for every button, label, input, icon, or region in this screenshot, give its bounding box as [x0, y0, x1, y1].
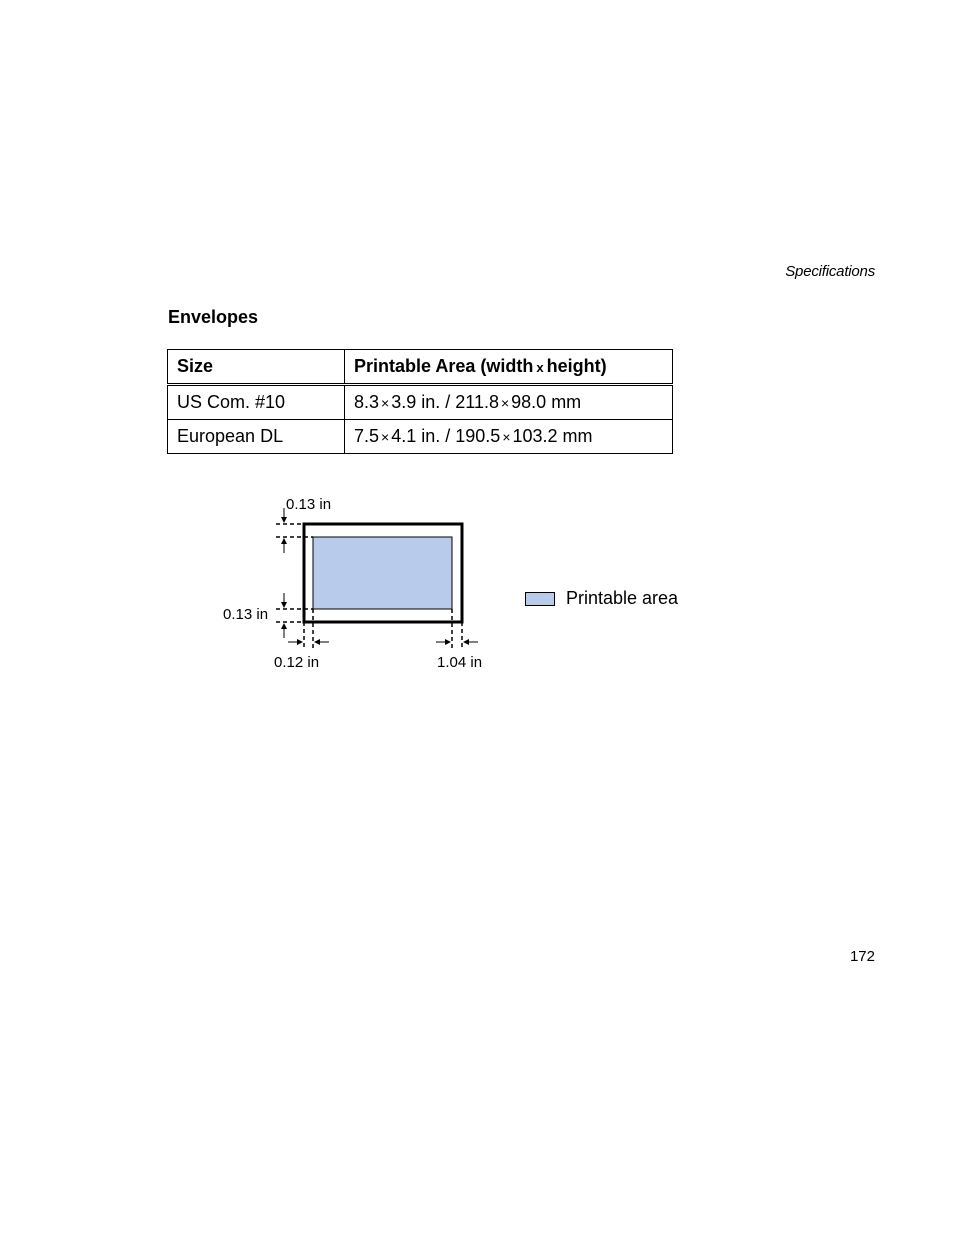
right-arrow-left-head: [463, 639, 469, 645]
table-header-row: [168, 350, 673, 385]
top-arrow-up-head: [281, 538, 287, 544]
envelope-spec-table: [167, 349, 673, 454]
left-arrow-right-head: [297, 639, 303, 645]
top-arrow-down-head: [281, 517, 287, 523]
row-size: US Com. #10: [168, 385, 345, 420]
times-symbol: ×: [500, 395, 510, 411]
column-header-area-x: x: [536, 360, 544, 375]
times-symbol: ×: [381, 395, 390, 411]
section-title: Envelopes: [168, 307, 259, 327]
running-head: Specifications: [785, 263, 875, 280]
row-printable-area: [345, 420, 673, 454]
row-height-in: 3.9 in. / 211.8: [391, 392, 499, 412]
left-arrow-left-head: [314, 639, 320, 645]
row-printable-area: [345, 385, 673, 420]
column-header-printable-area: [345, 350, 673, 385]
page-number: 172: [849, 948, 875, 965]
legend-swatch: [525, 592, 555, 606]
left-margin-label: 0.12 in: [274, 654, 320, 671]
row-height-in: 4.1 in. / 190.5: [391, 426, 501, 446]
legend: [525, 588, 678, 609]
right-margin-label: 1.04 in: [437, 654, 483, 671]
table-row: [168, 385, 673, 420]
printable-area-rect: [313, 537, 452, 609]
table-row: [168, 420, 673, 454]
row-height-mm: 103.2 mm: [512, 426, 593, 446]
row-height-mm: 98.0 mm: [511, 392, 582, 412]
top-margin-label: 0.13 in: [286, 496, 332, 513]
row-width: 8.3: [354, 392, 380, 412]
row-width: 7.5: [354, 426, 380, 446]
right-arrow-right-head: [445, 639, 451, 645]
row-size: European DL: [168, 420, 345, 454]
bottom-arrow-down-head: [281, 602, 287, 608]
envelope-margin-diagram: [215, 490, 505, 680]
times-symbol: ×: [381, 429, 390, 445]
column-header-size: Size: [168, 350, 345, 385]
legend-label: Printable area: [566, 588, 679, 608]
column-header-area-suffix: height): [546, 356, 607, 376]
bottom-arrow-up-head: [281, 623, 287, 629]
times-symbol: ×: [502, 429, 511, 445]
column-header-area-prefix: Printable Area (width: [354, 356, 534, 376]
bottom-margin-label: 0.13 in: [223, 606, 269, 623]
